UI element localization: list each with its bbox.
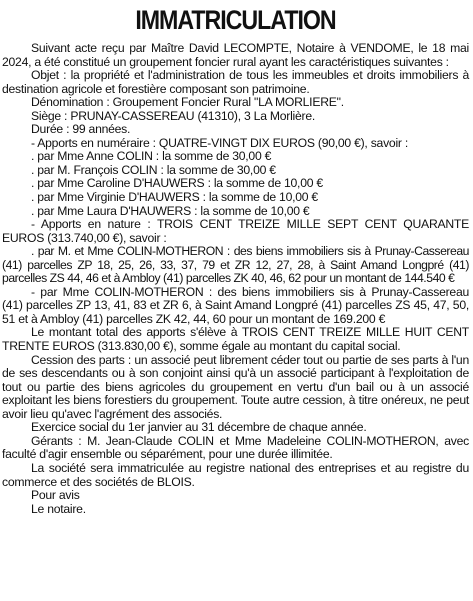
notice-pour-avis: Pour avis <box>31 488 80 503</box>
notice-apport-nature-line: - par Mme COLIN-MOTHERON : des biens immobiliers sis à Prunay-Cassereau (41) parcelles ZP 13, 41, 83 et ZR 6, à Saint Amand Longpré (41) parcelles ZS 45, 47, 50, 51 et à Ambloy (41) parcelles ZK 42, 44, 60 pour un montant de 169.200 € <box>2 284 469 326</box>
notice-body <box>2 42 469 516</box>
notice-denomination: Dénomination : Groupement Foncier Rural "LA MORLIERE". <box>31 95 344 110</box>
notice-apport-line: . par Mme Caroline D'HAUWERS : la somme de 10,00 € <box>31 176 323 191</box>
notice-immatriculation: La société sera immatriculée au registre national des entreprises et au registre du commerce et des sociétés de BLOIS. <box>2 460 469 489</box>
notice-montant-total: Le montant total des apports s'élève à TROIS CENT TREIZE MILLE HUIT CENT TRENTE EUROS (313.830,00 €), somme égale au montant du capital social. <box>2 325 469 354</box>
notice-gerants: Gérants : M. Jean-Claude COLIN et Mme Madeleine COLIN-MOTHERON, avec faculté d'agir ensemble ou séparément, pour une durée illimitée. <box>2 433 469 462</box>
notice-apport-line: . par Mme Anne COLIN : la somme de 30,00 € <box>31 149 272 164</box>
notice-apport-line: . par Mme Virginie D'HAUWERS : la somme de 10,00 € <box>31 190 318 205</box>
notice-apport-nature-line: . par M. et Mme COLIN-MOTHERON : des biens immobiliers sis à Prunay-Cassereau (41) parcelles ZP 18, 25, 26, 33, 37, 79 et ZR 12, 27, 28, à Saint Amand Longpré (41) parcelles ZS 44, 46 et à Ambloy (41) parcelles ZK 40, 46, 62 pour un montant de 144.540 € <box>2 244 469 286</box>
notice-apports-numeraire: - Apports en numéraire : QUATRE-VINGT DIX EUROS (90,00 €), savoir : <box>31 135 408 150</box>
notice-apport-line: . par Mme Laura D'HAUWERS : la somme de 10,00 € <box>31 203 310 218</box>
notice-apports-nature: - Apports en nature : TROIS CENT TREIZE MILLE SEPT CENT QUARANTE EUROS (313.740,00 €), savoir : <box>2 217 469 245</box>
notice-apport-line: . par M. François COLIN : la somme de 30,00 € <box>31 162 276 177</box>
notice-title: IMMATRICULATION <box>135 5 336 35</box>
notice-signature: Le notaire. <box>31 501 86 516</box>
notice-intro: Suivant acte reçu par Maître David LECOMPTE, Notaire à VENDOME, le 18 mai 2024, a été constitué un groupement foncier rural ayant les caractéristiques suivantes : <box>2 41 469 69</box>
notice-duree: Durée : 99 années. <box>31 122 131 137</box>
notice-siege: Siège : PRUNAY-CASSEREAU (41310), 3 La Morlière. <box>31 108 316 123</box>
notice-exercice-social: Exercice social du 1er janvier au 31 décembre de chaque année. <box>31 420 367 435</box>
notice-cession-parts: Cession des parts : un associé peut librement céder tout ou partie de ses parts à l'un de ses descendants ou à son conjoint ainsi qu'à un associé participant à l'exploitation de tout ou partie des biens agricoles du groupement en vertu d'un bail ou à un associé exploitant les biens forestiers du groupement. Toute autre cession, à titre onéreux, ne peut avoir lieu qu'avec l'agrément des associés. <box>2 352 469 421</box>
notice-objet: Objet : la propriété et l'administration de tous les immeubles et droits immobiliers à destination agricole et forestière composant son patrimoine. <box>2 68 469 96</box>
